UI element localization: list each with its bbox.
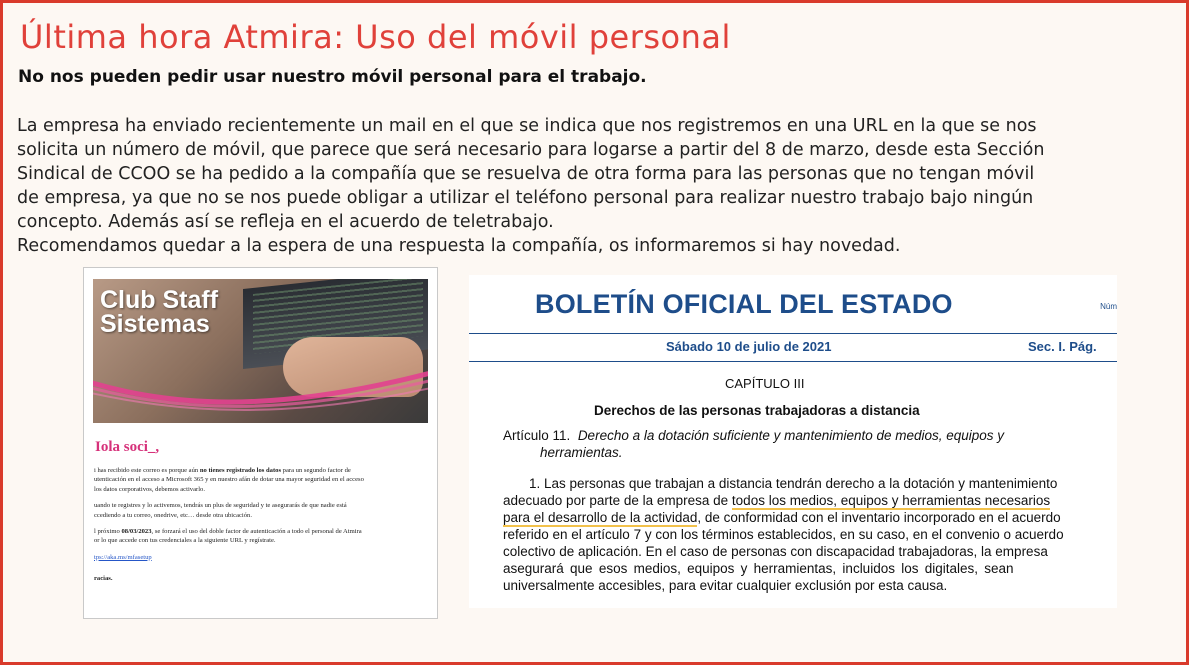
email-hero-image	[93, 279, 428, 423]
paragraph-line: Sindical de CCOO se ha pedido a la compañía que se resuelva de otra forma para las personas que no tengan móvil	[17, 164, 1035, 184]
email-body	[94, 466, 429, 591]
email-screenshot	[83, 267, 438, 619]
boe-article-body: 1. Las personas que trabajan a distancia tendrán derecho a la dotación y mantenimiento adecuado por parte de la empresa de todos los medios, equipos y herramientas necesarios para el desarrollo de la actividad, de conformidad con el inventario incorporado en el acuerdo referido en el artículo 7 y con los términos establecidos, en su caso, en el convenio o acuerdo colectivo de aplicación. En el caso de personas con discapacidad trabajadoras, la empresa asegurará que esos medios, equipos y herramientas, incluidos los digitales, sean universalmente accesibles, para evitar cualquier exclusión por esta causa.	[503, 476, 1064, 593]
email-greeting: Iola soci_,	[95, 439, 160, 455]
boe-num: Núm	[1100, 302, 1117, 311]
boe-header: BOLETÍN OFICIAL DEL ESTADO	[535, 289, 953, 319]
paragraph-line: Recomendamos quedar a la espera de una respuesta la compañía, os informaremos si hay novedad.	[17, 236, 901, 256]
boe-section: Sec. I. Pág.	[1028, 339, 1097, 354]
boe-rule	[469, 361, 1117, 362]
body-paragraph	[17, 114, 1177, 258]
boe-screenshot	[469, 275, 1117, 608]
slide-subtitle: No nos pueden pedir usar nuestro móvil personal para el trabajo.	[18, 67, 647, 87]
highlighted-text: para el desarrollo de la actividad	[503, 510, 698, 525]
paragraph-line: solicita un número de móvil, que parece que será necesario para logarse a partir del 8 de marzo, desde esta Sección	[17, 140, 1045, 160]
boe-chapter: CAPÍTULO III	[725, 376, 805, 391]
boe-heading: Derechos de las personas trabajadoras a distancia	[594, 403, 920, 418]
paragraph-line: de empresa, ya que no se nos puede obligar a utilizar el teléfono personal para realizar nuestro trabajo bajo ningún	[17, 188, 1034, 208]
boe-rule	[469, 333, 1117, 334]
email-line: l próximo 08/03/2023, se forzará el uso del doble factor de autenticación a todo el personal de Atmira or lo que accede con tus credenciales a la siguiente URL y regístrate.	[94, 528, 362, 545]
email-line: i has recibido este correo es porque aún no tienes registrado los datos para un segundo factor de utenticación en el acceso a Microsoft 365 y en nuestro afán de dotar una mayor seguridad en el acceso los datos corporativos, debemos activarlo.	[94, 467, 364, 493]
boe-date: Sábado 10 de julio de 2021	[666, 339, 832, 354]
slide-title: Última hora Atmira: Uso del móvil personal	[20, 18, 731, 56]
email-signature: racias.	[94, 575, 113, 583]
boe-article-title: Artículo 11. Derecho a la dotación suficiente y mantenimiento de medios, equipos y herramientas.	[503, 428, 1005, 460]
paragraph-line: La empresa ha enviado recientemente un mail en el que se indica que nos registremos en una URL en la que se nos	[17, 116, 1037, 136]
pink-swoosh-graphic	[93, 357, 428, 417]
paragraph-line: concepto. Además así se refleja en el acuerdo de teletrabajo.	[17, 212, 554, 232]
email-link[interactable]: tps://aka.ms/mfasetup	[94, 553, 152, 561]
highlighted-text: todos los medios, equipos y herramientas necesarios	[731, 493, 1051, 508]
email-line: uando te registres y lo activemos, tendrás un plus de seguridad y te asegurarás de que nadie está ccediendo a tu correo, onedrive, etc… desde otra ubicación.	[94, 502, 347, 519]
club-title: Club Staff Sistemas	[100, 286, 219, 338]
